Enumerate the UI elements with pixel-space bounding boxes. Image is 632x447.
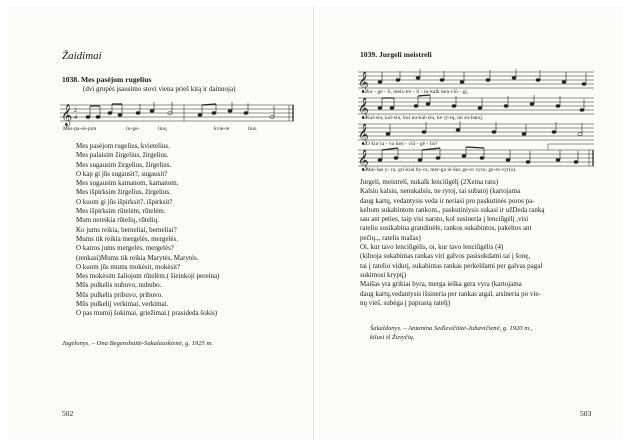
text-line: pečių.,, ratelis mažas) [360, 233, 421, 242]
text-line: tai į ratelio vidurį, sukabintas rankas perkeldami per galvas pagal [360, 261, 543, 270]
svg-text:𝄞: 𝄞 [358, 124, 369, 145]
svg-text:2: 2 [74, 108, 77, 114]
page-number: 502 [62, 409, 74, 418]
text-line: O kuom gi jūs išpirksit?, išpirksit? [76, 197, 173, 206]
text-line: rateliu susikabina grandinėle, rankos sukabintos, pakeltos ant [360, 224, 532, 233]
signature-line: Šakaldonys. – Antanina Sedlevičiūtė-Juhavičienė, g. 1920 m., [370, 325, 533, 332]
lyric-line: Mai-šas y- ra, gri-kiai by-ra, mer-ga ie-ško ge-ro vyro, ge-ro vyr(o). [366, 167, 517, 173]
text-line: daug kartų,vedantysis išsineria per rankas atgal, atsineria po vie- [360, 289, 541, 298]
lyric-syllable: lius, [158, 126, 168, 132]
informant-signature [370, 324, 532, 342]
text-line: Mes palaisim žirgelius, žirgelius. [76, 151, 169, 160]
text-line: Mum nereikia rūtelių, rūtelių. [76, 216, 160, 225]
svg-text:𝄞: 𝄞 [358, 98, 369, 119]
text-line: Oi, kur tavo lenciūgėlis, oi, kur tavo lenciūgėlis (4) [360, 243, 504, 252]
text-line: Mes išpirksim žirgelius, žirgelius. [76, 188, 171, 197]
lyric-syllable: Mes-pa-sė-jom [63, 126, 97, 132]
lyric-syllable: ru-ge- [126, 126, 140, 132]
text-line: Jurgeli, meistreli, nukalk lenciūgėlį (2Xeina ratu) [360, 178, 499, 186]
signature-line: kilusi iš Žuvyčių. [370, 334, 415, 341]
left-page [8, 6, 314, 440]
text-line: sau ant peties, taip visi narsto, kol susineria į lenciūgėlį ,visi [360, 215, 529, 224]
text-line: Mes mokėsim žaliojom rūtelėm.( šieinkoji pereina) [76, 272, 220, 281]
lyric-syllable: lius. [248, 126, 258, 132]
section-title: Žaidimai [62, 50, 102, 62]
informant-signature: Jagėlonys. – Ona Begenshaitė-Sakalauskienė, g. 1925 m. [62, 340, 213, 347]
text-line: Ko jums reikia, berneliai, berneliai? [76, 225, 177, 234]
text-line: (kilnoja sukabintas rankas viri galvos pasisukdami tai į šonę, [360, 252, 531, 261]
text-line: O kuom jūs mums mokėsit, mokėsit? [76, 262, 181, 271]
text-line: keltom sukabintom rankom., paskutiniysis sukasi ir užDeda ranką [360, 205, 545, 214]
lyric-line: O kur ta - vo ken - ciū - gė - lis? [366, 141, 438, 147]
song-text [360, 178, 545, 308]
text-line: O kap gi jūs sugausit?, sugausit? [76, 169, 168, 178]
text-line: (renkasi)Mums tik reikia Marytės, Marytės. [76, 253, 199, 262]
text-line: sukimosi kryptį) [360, 270, 407, 279]
text-line: nų vieš, subėga į paprastą ratelį) [360, 298, 451, 307]
text-line: Mes pasėjom rugelius, kvietelius. [76, 142, 170, 150]
text-line: daug kartų, vedantysis veda ir neriasi pro paskutinės poros pa- [360, 196, 535, 205]
svg-text:𝄞: 𝄞 [358, 150, 369, 171]
text-line: O pas mumij šokimai, griežimai.( prasideda šokis) [76, 309, 218, 318]
text-line: O katros jums mergelės, mergelės? [76, 244, 174, 253]
text-line: Mes sugausim žirgelius, žirgelius. [76, 160, 172, 169]
text-line: Mes išpirksim rūtelėm, rūtelėm. [76, 207, 166, 216]
text-line: Kalsiu kalsiu, nenukalsiu, ne rytoj, tai subatoj (kartojama [360, 187, 521, 196]
music-notation [60, 101, 294, 129]
performance-instruction: (dvi grupės įsausimo stovi viena prieš kitą ir dainuoja) [83, 85, 236, 93]
song-title: 1038. Mes pasėjom rugelius [62, 75, 152, 84]
text-line: Maišas yra grikiai byra, merga ieška gera vyra (kartojama [360, 280, 522, 289]
text-line: Mes sugausim kamanom, kamanom. [76, 179, 179, 188]
page-number: 503 [580, 409, 592, 418]
svg-text:4: 4 [74, 115, 77, 121]
song-title: 1039. Jurgeli meistreli [360, 50, 432, 59]
text-line: Mūs pulkelis pribuvo, pribuvo. [76, 290, 163, 299]
lyric-line: Kal-siu, kal-siu, kol nu-kal-siu, ne ry-tų, tai su-batoj. [366, 115, 484, 121]
text-line: Mūs pulkelis nubuvo, nububo. [76, 281, 162, 290]
text-line: Mums tik reikia mergelės, mergelės. [76, 234, 178, 243]
svg-text:𝄞: 𝄞 [61, 104, 73, 126]
lyric-line: Jur - ge - li, meis-tre - li - tu-kalk ken-ciū - gį, [366, 89, 469, 95]
song-text [76, 142, 219, 319]
text-line: Mūs pulkelij verkimai, verkimai. [76, 300, 169, 309]
right-page [318, 6, 623, 440]
svg-text:𝄞: 𝄞 [358, 72, 369, 93]
lyric-syllable: kvie-te [214, 126, 230, 132]
